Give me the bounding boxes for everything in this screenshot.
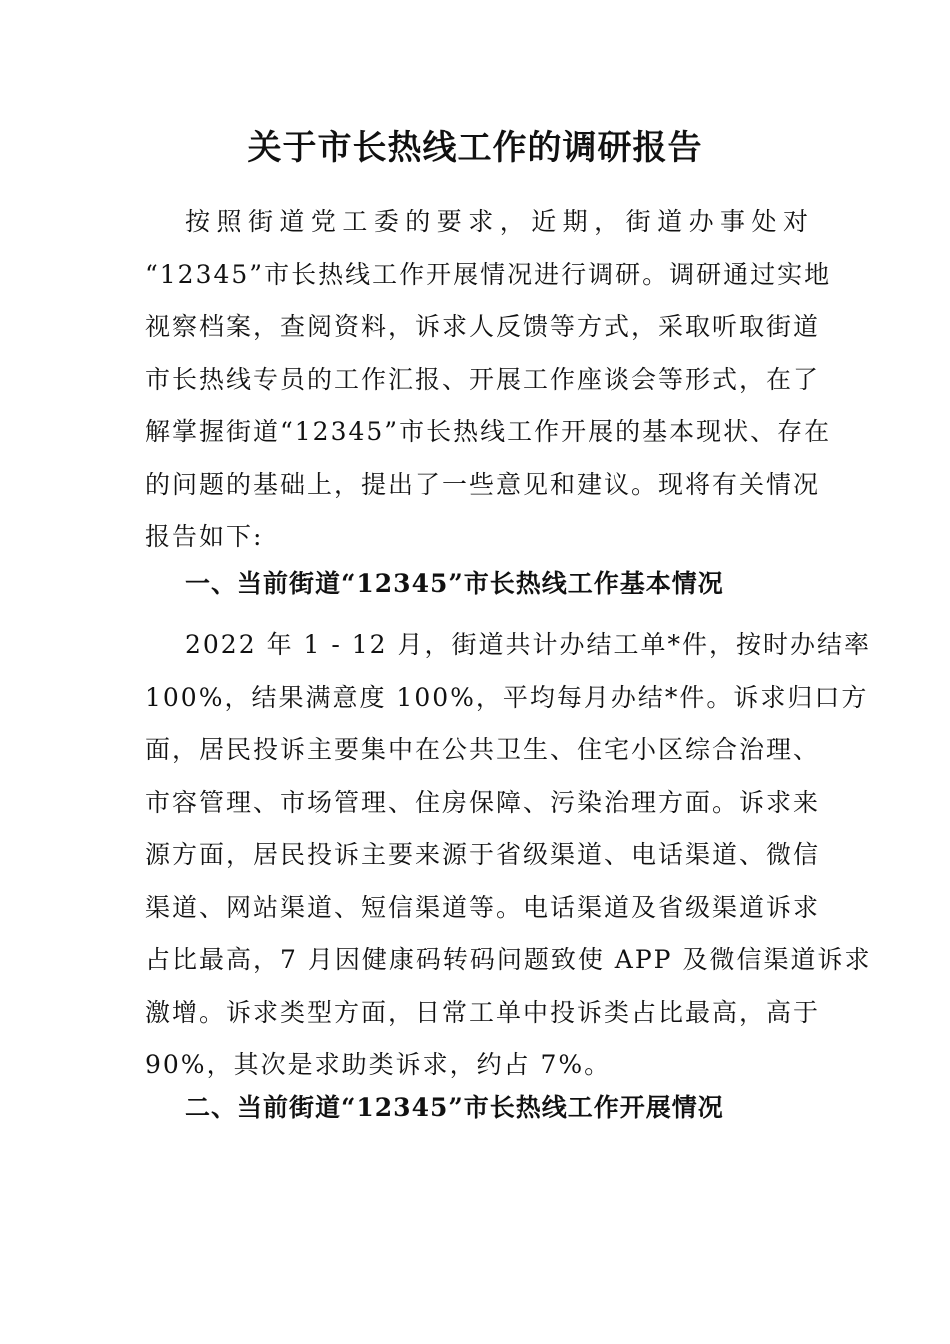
intro-line: 解掌握街道“12345”市长热线工作开展的基本现状、存在 <box>145 417 832 446</box>
section-heading-2: 二、当前街道“12345”市长热线工作开展情况 <box>185 1093 724 1122</box>
intro-paragraph <box>145 196 832 564</box>
section1-line: 100%，结果满意度 100%，平均每月办结*件。诉求归口方 <box>145 682 869 712</box>
section1-line: 2022 年 1 - 12 月，街道共计办结工单*件，按时办结率 <box>185 630 872 659</box>
intro-line: 的问题的基础上，提出了一些意见和建议。现将有关情况 <box>145 469 821 499</box>
section1-paragraph <box>145 619 872 1092</box>
section1-line: 市容管理、市场管理、住房保障、污染治理方面。诉求来 <box>145 787 821 817</box>
section1-line: 渠道、网站渠道、短信渠道等。电话渠道及省级渠道诉求 <box>145 892 821 922</box>
section1-line: 激增。诉求类型方面，日常工单中投诉类占比最高，高于 <box>145 997 821 1027</box>
section1-line: 面，居民投诉主要集中在公共卫生、住宅小区综合治理、 <box>145 735 821 764</box>
section1-line: 占比最高，7 月因健康码转码问题致使 APP 及微信渠道诉求 <box>145 945 872 974</box>
intro-line: “12345”市长热线工作开展情况进行调研。调研通过实地 <box>145 259 832 289</box>
intro-line: 报告如下: <box>145 522 264 551</box>
section-heading-1: 一、当前街道“12345”市长热线工作基本情况 <box>185 569 724 598</box>
intro-line: 视察档案，查阅资料，诉求人反馈等方式，采取听取街道 <box>145 312 821 341</box>
section1-line: 90%，其次是求助类诉求，约占 7%。 <box>145 1050 612 1079</box>
intro-line: 按照街道党工委的要求，近期，街道办事处对 <box>185 207 810 236</box>
document-title: 关于市长热线工作的调研报告 <box>247 128 703 168</box>
intro-line: 市长热线专员的工作汇报、开展工作座谈会等形式，在了 <box>145 364 821 394</box>
section1-line: 源方面，居民投诉主要来源于省级渠道、电话渠道、微信 <box>145 840 821 869</box>
